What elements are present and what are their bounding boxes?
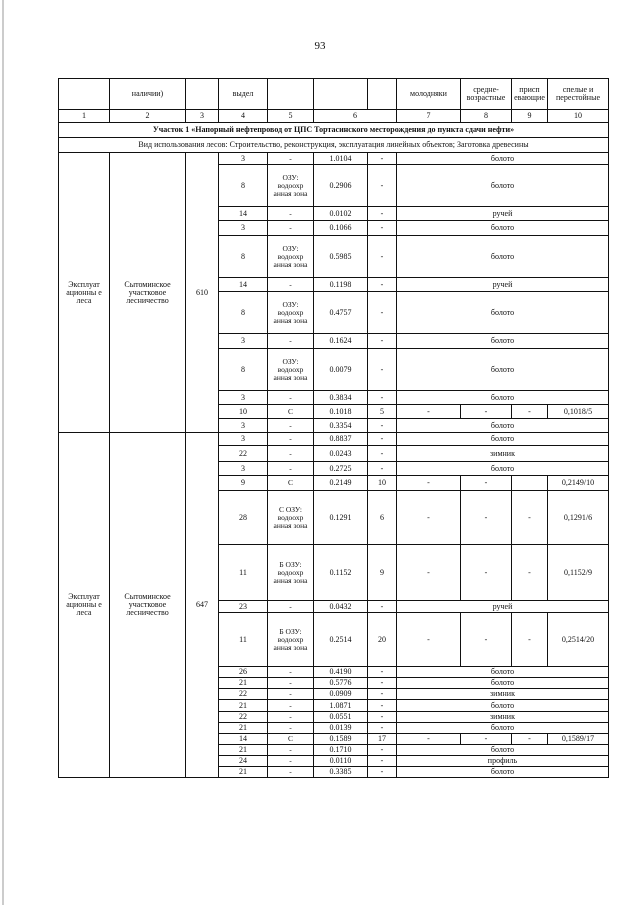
area-cell: 0.2725 (314, 462, 368, 476)
note-cell: болото (397, 153, 609, 165)
volume-cell: - (368, 349, 397, 391)
usage-row (59, 138, 609, 153)
vydel-cell: 14 (219, 734, 268, 745)
category-cell: - (268, 689, 314, 700)
area-cell: 0.1018 (314, 405, 368, 419)
area-cell: 0.1589 (314, 734, 368, 745)
vydel-cell: 21 (219, 745, 268, 756)
col-number: 6 (314, 110, 397, 123)
vydel-cell: 3 (219, 334, 268, 349)
col-number: 10 (548, 110, 609, 123)
volume-cell: - (368, 419, 397, 433)
category-cell: ОЗУ: водоохр анная зона (268, 165, 314, 207)
category-cell: - (268, 419, 314, 433)
middle-cell: - (461, 734, 512, 745)
col-number: 8 (461, 110, 512, 123)
vydel-cell: 21 (219, 700, 268, 712)
volume-cell: - (368, 462, 397, 476)
note-cell: профиль (397, 756, 609, 767)
group2-kvartal: 647 (186, 433, 219, 778)
col-number: 1 (59, 110, 110, 123)
young-cell: - (397, 405, 461, 419)
note-cell: ручей (397, 601, 609, 613)
area-cell: 0.0551 (314, 712, 368, 723)
volume-cell: 5 (368, 405, 397, 419)
vydel-cell: 3 (219, 462, 268, 476)
category-cell: - (268, 601, 314, 613)
note-cell: болото (397, 334, 609, 349)
vydel-cell: 22 (219, 689, 268, 700)
area-cell: 0.0102 (314, 207, 368, 221)
young-cell: - (397, 734, 461, 745)
category-cell: - (268, 153, 314, 165)
category-cell: - (268, 712, 314, 723)
volume-cell: - (368, 678, 397, 689)
vydel-cell: 3 (219, 221, 268, 236)
young-cell: - (397, 545, 461, 601)
volume-cell: - (368, 433, 397, 446)
area-cell: 0.0139 (314, 723, 368, 734)
category-cell: - (268, 678, 314, 689)
category-cell: - (268, 667, 314, 678)
category-cell: С (268, 734, 314, 745)
volume-cell: - (368, 165, 397, 207)
page-number: 93 (314, 40, 326, 52)
volume-cell: - (368, 700, 397, 712)
ripening-cell: - (512, 613, 548, 667)
mature-cell: 0,1018/5 (548, 405, 609, 419)
table-row (59, 153, 609, 165)
header-col5 (268, 79, 314, 110)
category-cell: - (268, 700, 314, 712)
area-cell: 0.2149 (314, 476, 368, 491)
area-cell: 0.1710 (314, 745, 368, 756)
vydel-cell: 9 (219, 476, 268, 491)
volume-cell: 17 (368, 734, 397, 745)
header-col9: присп евающие (512, 79, 548, 110)
col-number: 3 (186, 110, 219, 123)
mature-cell: 0,1589/17 (548, 734, 609, 745)
col-number: 4 (219, 110, 268, 123)
ripening-cell: - (512, 734, 548, 745)
vydel-cell: 3 (219, 419, 268, 433)
col-number: 7 (397, 110, 461, 123)
note-cell: болото (397, 678, 609, 689)
group2-forestry: Сытоминское участковое лесничество (110, 433, 186, 778)
category-cell: - (268, 278, 314, 292)
middle-cell: - (461, 405, 512, 419)
category-cell: ОЗУ: водоохр анная зона (268, 236, 314, 278)
category-cell: - (268, 334, 314, 349)
area-cell: 0.4757 (314, 292, 368, 334)
vydel-cell: 8 (219, 165, 268, 207)
category-cell: С (268, 476, 314, 491)
category-cell: - (268, 221, 314, 236)
area-cell: 0.0079 (314, 349, 368, 391)
area-cell: 0.3385 (314, 767, 368, 778)
vydel-cell: 8 (219, 236, 268, 278)
note-cell: болото (397, 433, 609, 446)
col-number: 9 (512, 110, 548, 123)
header-col10: спелые и перестойные (548, 79, 609, 110)
note-cell: зимник (397, 446, 609, 462)
column-number-row (59, 110, 609, 123)
vydel-cell: 14 (219, 207, 268, 221)
vydel-cell: 14 (219, 278, 268, 292)
area-cell: 0.3354 (314, 419, 368, 433)
middle-cell: - (461, 613, 512, 667)
volume-cell: - (368, 667, 397, 678)
category-cell: ОЗУ: водоохр анная зона (268, 349, 314, 391)
area-cell: 0.0432 (314, 601, 368, 613)
category-cell: - (268, 446, 314, 462)
category-cell: С ОЗУ: водоохр анная зона (268, 491, 314, 545)
header-row (59, 79, 609, 110)
volume-cell: - (368, 153, 397, 165)
note-cell: зимник (397, 689, 609, 700)
note-cell: болото (397, 745, 609, 756)
vydel-cell: 24 (219, 756, 268, 767)
mature-cell: 0,1291/6 (548, 491, 609, 545)
note-cell: болото (397, 700, 609, 712)
note-cell: болото (397, 391, 609, 405)
mature-cell: 0,1152/9 (548, 545, 609, 601)
area-cell: 0.0243 (314, 446, 368, 462)
group2-category: Эксплуат ационны е леса (59, 433, 110, 778)
area-cell: 0.5985 (314, 236, 368, 278)
note-cell: болото (397, 667, 609, 678)
header-col1 (59, 79, 110, 110)
ripening-cell: - (512, 491, 548, 545)
category-cell: - (268, 207, 314, 221)
header-col7: молодняки (397, 79, 461, 110)
note-cell: ручей (397, 207, 609, 221)
area-cell: 1.0871 (314, 700, 368, 712)
vydel-cell: 26 (219, 667, 268, 678)
note-cell: ручей (397, 278, 609, 292)
note-cell: болото (397, 349, 609, 391)
category-cell: - (268, 462, 314, 476)
volume-cell: - (368, 207, 397, 221)
young-cell: - (397, 613, 461, 667)
area-cell: 0.1152 (314, 545, 368, 601)
vydel-cell: 10 (219, 405, 268, 419)
vydel-cell: 21 (219, 678, 268, 689)
category-cell: Б ОЗУ: водоохр анная зона (268, 613, 314, 667)
volume-cell: - (368, 334, 397, 349)
middle-cell: - (461, 476, 512, 491)
category-cell: - (268, 756, 314, 767)
ripening-cell: - (512, 405, 548, 419)
vydel-cell: 21 (219, 767, 268, 778)
vydel-cell: 22 (219, 446, 268, 462)
middle-cell: - (461, 545, 512, 601)
usage-text: Вид использования лесов: Строительство, реконструкция, эксплуатация линейных объектов; Заготовка древесины (59, 138, 609, 153)
area-cell: 0.1624 (314, 334, 368, 349)
volume-cell: - (368, 236, 397, 278)
category-cell: - (268, 723, 314, 734)
volume-cell: - (368, 756, 397, 767)
note-cell: болото (397, 165, 609, 207)
note-cell: болото (397, 419, 609, 433)
category-cell: ОЗУ: водоохр анная зона (268, 292, 314, 334)
note-cell: болото (397, 292, 609, 334)
table-row (59, 433, 609, 446)
header-col6 (314, 79, 368, 110)
young-cell: - (397, 491, 461, 545)
ripening-cell: - (512, 545, 548, 601)
header-col4: выдел (219, 79, 268, 110)
area-cell: 0.3834 (314, 391, 368, 405)
vydel-cell: 3 (219, 433, 268, 446)
area-cell: 0.2906 (314, 165, 368, 207)
group1-forestry: Сытоминское участковое лесничество (110, 153, 186, 433)
scan-edge (2, 0, 4, 905)
vydel-cell: 23 (219, 601, 268, 613)
header-col2: наличии) (110, 79, 186, 110)
volume-cell: - (368, 446, 397, 462)
young-cell: - (397, 476, 461, 491)
area-cell: 0.1198 (314, 278, 368, 292)
volume-cell: - (368, 391, 397, 405)
category-cell: С (268, 405, 314, 419)
header-col3 (186, 79, 219, 110)
group1-category: Эксплуат ационны е леса (59, 153, 110, 433)
category-cell: Б ОЗУ: водоохр анная зона (268, 545, 314, 601)
vydel-cell: 11 (219, 613, 268, 667)
col-number: 5 (268, 110, 314, 123)
volume-cell: - (368, 689, 397, 700)
category-cell: - (268, 391, 314, 405)
area-cell: 1.0104 (314, 153, 368, 165)
volume-cell: 10 (368, 476, 397, 491)
category-cell: - (268, 433, 314, 446)
section-title-row (59, 123, 609, 138)
area-cell: 0.8837 (314, 433, 368, 446)
group1-kvartal: 610 (186, 153, 219, 433)
vydel-cell: 3 (219, 391, 268, 405)
volume-cell: - (368, 278, 397, 292)
col-number: 2 (110, 110, 186, 123)
volume-cell: - (368, 601, 397, 613)
ripening-cell (512, 476, 548, 491)
volume-cell: - (368, 292, 397, 334)
note-cell: зимник (397, 712, 609, 723)
vydel-cell: 21 (219, 723, 268, 734)
category-cell: - (268, 745, 314, 756)
forest-plots-table (58, 78, 609, 778)
note-cell: болото (397, 221, 609, 236)
middle-cell: - (461, 491, 512, 545)
mature-cell: 0,2149/10 (548, 476, 609, 491)
area-cell: 0.0110 (314, 756, 368, 767)
volume-cell: - (368, 767, 397, 778)
vydel-cell: 11 (219, 545, 268, 601)
area-cell: 0.2514 (314, 613, 368, 667)
area-cell: 0.5776 (314, 678, 368, 689)
header-col8: средне-возрастные (461, 79, 512, 110)
area-cell: 0.0909 (314, 689, 368, 700)
vydel-cell: 8 (219, 349, 268, 391)
vydel-cell: 28 (219, 491, 268, 545)
volume-cell: - (368, 221, 397, 236)
note-cell: болото (397, 462, 609, 476)
note-cell: болото (397, 236, 609, 278)
volume-cell: 6 (368, 491, 397, 545)
vydel-cell: 3 (219, 153, 268, 165)
volume-cell: - (368, 712, 397, 723)
volume-cell: - (368, 745, 397, 756)
mature-cell: 0,2514/20 (548, 613, 609, 667)
area-cell: 0.1066 (314, 221, 368, 236)
vydel-cell: 8 (219, 292, 268, 334)
area-cell: 0.1291 (314, 491, 368, 545)
volume-cell: - (368, 723, 397, 734)
note-cell: болото (397, 723, 609, 734)
category-cell: - (268, 767, 314, 778)
area-cell: 0.4190 (314, 667, 368, 678)
section-title: Участок 1 «Напорный нефтепровод от ЦПС Тортасинского месторождения до пункта сдачи нефти» (59, 123, 609, 138)
volume-cell: 20 (368, 613, 397, 667)
volume-cell: 9 (368, 545, 397, 601)
note-cell: болото (397, 767, 609, 778)
vydel-cell: 22 (219, 712, 268, 723)
